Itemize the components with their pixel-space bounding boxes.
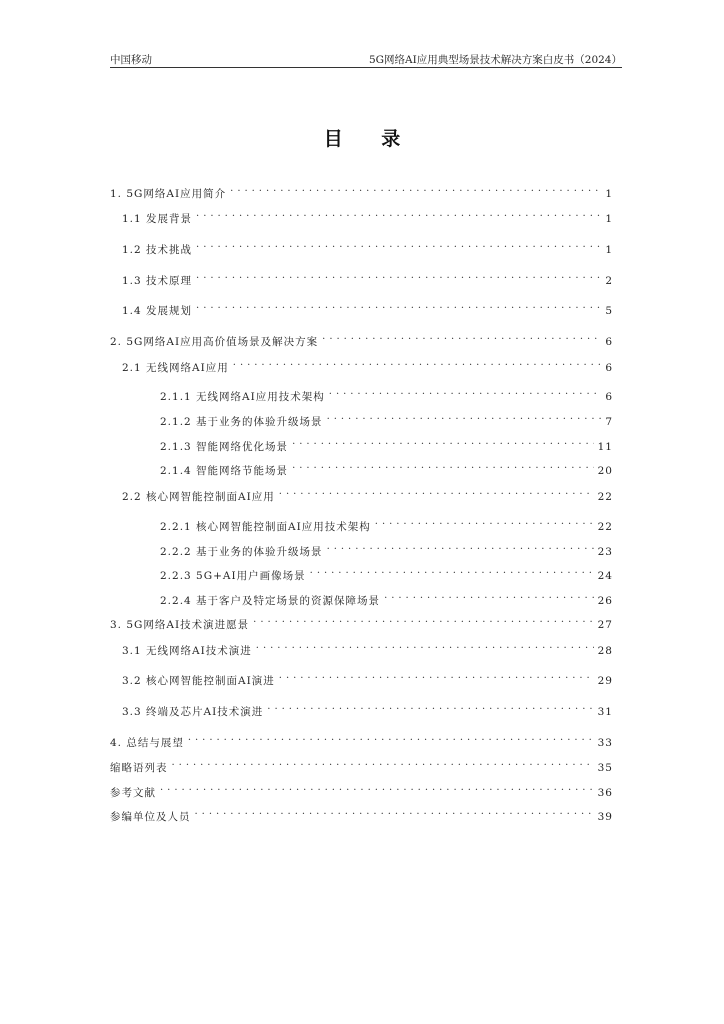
toc-entry[interactable] — [122, 298, 613, 317]
toc-entry-page: 22 — [597, 491, 613, 503]
toc-entry[interactable] — [160, 539, 613, 558]
toc-entry-label: 1. 5G网络AI应用简介 — [110, 188, 227, 200]
toc-entry-page: 6 — [605, 391, 613, 403]
toc-entry-page: 39 — [597, 811, 613, 823]
header-document-title: 5G网络AI应用典型场景技术解决方案白皮书（2024） — [368, 54, 622, 66]
toc-leader-dots — [196, 206, 601, 222]
toc-entry-page: 23 — [597, 546, 613, 558]
toc-entry-page: 20 — [597, 465, 613, 477]
toc-leader-dots — [375, 514, 594, 530]
toc-leader-dots — [188, 730, 594, 746]
toc-leader-dots — [384, 588, 594, 604]
toc-leader-dots — [160, 780, 594, 796]
toc-entry[interactable] — [110, 804, 613, 823]
toc-entry-page: 7 — [605, 416, 613, 428]
toc-entry[interactable] — [122, 355, 613, 374]
toc-entry-page: 5 — [605, 305, 613, 317]
toc-leader-dots — [233, 355, 601, 371]
toc-entry-page: 1 — [605, 213, 613, 225]
toc-leader-dots — [327, 409, 601, 425]
toc-entry-page: 24 — [597, 570, 613, 582]
toc-entry[interactable] — [122, 699, 613, 718]
toc-entry-label: 2.2 核心网智能控制面AI应用 — [122, 491, 275, 503]
toc-entry-page: 2 — [605, 275, 613, 287]
toc-leader-dots — [195, 804, 594, 820]
toc-entry-label: 2.2.2 基于业务的体验升级场景 — [160, 546, 323, 558]
toc-entry[interactable] — [160, 409, 613, 428]
toc-leader-dots — [292, 434, 594, 450]
toc-leader-dots — [327, 539, 594, 555]
toc-entry[interactable] — [160, 514, 613, 533]
toc-entry[interactable] — [122, 484, 613, 503]
toc-entry[interactable] — [110, 730, 613, 749]
toc-entry-label: 2.1.1 无线网络AI应用技术架构 — [160, 391, 325, 403]
toc-leader-dots — [256, 638, 594, 654]
toc-entry-label: 1.3 技术原理 — [122, 275, 193, 287]
toc-entry-label: 3.1 无线网络AI技术演进 — [122, 645, 252, 657]
toc-leader-dots — [253, 612, 593, 628]
toc-entry-label: 1.1 发展背景 — [122, 213, 193, 225]
toc-entry[interactable] — [122, 638, 613, 657]
toc-entry[interactable] — [122, 237, 613, 256]
toc-entry-page: 31 — [597, 706, 613, 718]
toc-leader-dots — [196, 237, 601, 253]
toc-entry[interactable] — [160, 563, 613, 582]
toc-entry[interactable] — [110, 780, 613, 799]
toc-entry-page: 6 — [605, 362, 613, 374]
toc-entry[interactable] — [110, 755, 613, 774]
toc-entry[interactable] — [110, 612, 613, 631]
toc-entry-label: 2.1 无线网络AI应用 — [122, 362, 229, 374]
toc-leader-dots — [230, 181, 601, 197]
toc-entry[interactable] — [160, 384, 613, 403]
toc-entry[interactable] — [160, 588, 613, 607]
toc-entry-label: 缩略语列表 — [110, 762, 168, 774]
toc-leader-dots — [172, 755, 594, 771]
toc-leader-dots — [196, 298, 601, 314]
toc-entry[interactable] — [110, 181, 613, 200]
toc-entry-label: 2.1.3 智能网络优化场景 — [160, 441, 289, 453]
toc-entry-page: 1 — [605, 188, 613, 200]
toc-entry-page: 28 — [597, 645, 613, 657]
toc-entry-page: 33 — [597, 737, 613, 749]
toc-entry-page: 11 — [597, 441, 613, 453]
toc-entry-label: 2.2.1 核心网智能控制面AI应用技术架构 — [160, 521, 371, 533]
toc-leader-dots — [196, 268, 601, 284]
toc-entry-label: 2. 5G网络AI应用高价值场景及解决方案 — [110, 336, 319, 348]
toc-entry-page: 27 — [597, 619, 613, 631]
toc-entry-label: 1.4 发展规划 — [122, 305, 193, 317]
toc-entry-label: 2.2.4 基于客户及特定场景的资源保障场景 — [160, 595, 381, 607]
toc-entry-page: 6 — [605, 336, 613, 348]
toc-entry-label: 2.1.4 智能网络节能场景 — [160, 465, 289, 477]
toc-entry-page: 1 — [605, 244, 613, 256]
toc-entry-page: 29 — [597, 675, 613, 687]
toc-entry[interactable] — [122, 268, 613, 287]
toc-entry[interactable] — [122, 206, 613, 225]
toc-entry-page: 22 — [597, 521, 613, 533]
toc-entry-label: 2.1.2 基于业务的体验升级场景 — [160, 416, 323, 428]
toc-leader-dots — [310, 563, 594, 579]
toc-entry[interactable] — [122, 668, 613, 687]
toc-entry-label: 1.2 技术挑战 — [122, 244, 193, 256]
toc-leader-dots — [279, 668, 594, 684]
toc-entry-label: 2.2.3 5G+AI用户画像场景 — [160, 570, 306, 582]
toc-entry-page: 26 — [597, 595, 613, 607]
toc-leader-dots — [279, 484, 594, 500]
toc-title: 目 录 — [323, 128, 417, 150]
header-company: 中国移动 — [110, 54, 152, 66]
toc-entry-page: 35 — [597, 762, 613, 774]
toc-entry-label: 3.3 终端及芯片AI技术演进 — [122, 706, 264, 718]
toc-entry[interactable] — [160, 434, 613, 453]
toc-entry-label: 参编单位及人员 — [110, 811, 191, 823]
toc-entry-page: 36 — [597, 787, 613, 799]
toc-leader-dots — [267, 699, 593, 715]
toc-entry-label: 3. 5G网络AI技术演进愿景 — [110, 619, 250, 631]
toc-leader-dots — [329, 384, 601, 400]
toc-leader-dots — [322, 329, 601, 345]
toc-leader-dots — [292, 458, 594, 474]
toc-entry-label: 参考文献 — [110, 787, 156, 799]
toc-entry-label: 3.2 核心网智能控制面AI演进 — [122, 675, 275, 687]
toc-entry-label: 4. 总结与展望 — [110, 737, 184, 749]
toc-entry[interactable] — [160, 458, 613, 477]
toc-entry[interactable] — [110, 329, 613, 348]
